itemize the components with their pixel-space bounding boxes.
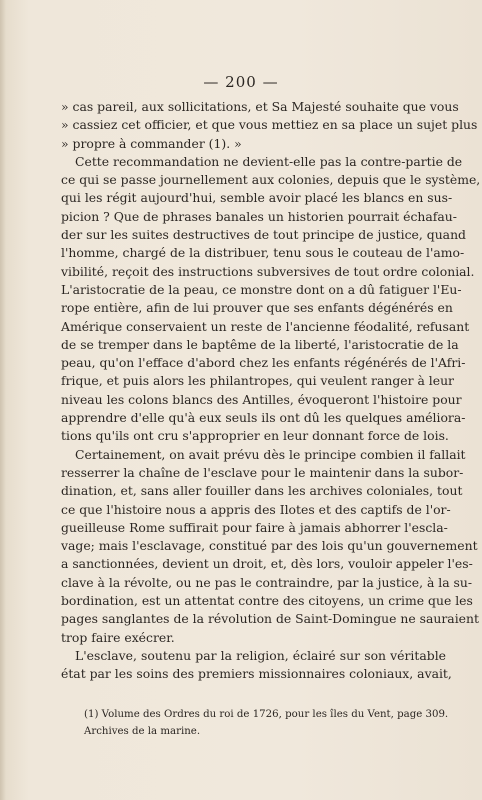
text-line: qui les régit aujourd'hui, semble avoir placé les blancs en sus- <box>61 190 453 206</box>
text-line: vage; mais l'esclavage, constitué par des lois qu'un gouvernement <box>61 538 478 554</box>
text-line: » propre à commander (1). » <box>61 135 242 151</box>
text-line: clave à la révolte, ou ne pas le contraindre, par la justice, à la su- <box>61 574 473 590</box>
text-line: Amérique conservaient un reste de l'ancienne féodalité, refusant <box>61 318 470 334</box>
text-line: Certainement, on avait prévu dès le principe combien il fallait <box>75 446 466 462</box>
page-gutter-shadow <box>0 0 6 800</box>
text-line: vibilité, reçoit des instructions subversives de tout ordre colonial. <box>61 263 475 279</box>
text-line: » cassiez cet officier, et que vous mettiez en sa place un sujet plus <box>61 117 478 133</box>
text-line: ce qui se passe journellement aux colonies, depuis que le système, <box>61 172 481 188</box>
text-line: resserrer la chaîne de l'esclave pour le maintenir dans la subor- <box>61 464 464 480</box>
text-line: de se tremper dans le baptême de la liberté, l'aristocratie de la <box>61 336 459 352</box>
footnote-line: Archives de la marine. <box>84 726 201 737</box>
text-line: Cette recommandation ne devient-elle pas la contre-partie de <box>75 153 463 169</box>
text-line: picion ? Que de phrases banales un historien pourrait échafau- <box>61 208 457 224</box>
text-line: » cas pareil, aux sollicitations, et Sa Majesté souhaite que vous <box>61 99 459 114</box>
text-line: état par les soins des premiers missionnaires coloniaux, avait, <box>61 666 452 682</box>
text-line: niveau les colons blancs des Antilles, évoqueront l'histoire pour <box>61 391 462 407</box>
text-line: l'homme, chargé de la distribuer, tenu sous le couteau de l'amo- <box>61 245 465 261</box>
text-line: rope entière, afin de lui prouver que ses enfants dégénérés en <box>61 300 453 316</box>
text-line: der sur les suites destructives de tout principe de justice, quand <box>61 227 466 243</box>
text-line: L'aristocratie de la peau, ce monstre dont on a dû fatiguer l'Eu- <box>61 281 462 297</box>
text-line: dination, et, sans aller fouiller dans les archives coloniales, tout <box>61 483 463 499</box>
text-line: gueilleuse Rome suffirait pour faire à jamais abhorrer l'escla- <box>61 519 448 535</box>
footnote-line: (1) Volume des Ordres du roi de 1726, pour les îles du Vent, page 309. <box>84 709 449 720</box>
text-line: pages sanglantes de la révolution de Saint-Domingue ne sauraient <box>61 611 479 627</box>
page-number: — 200 — <box>203 73 279 91</box>
text-line: tions qu'ils ont cru s'approprier en leur donnant force de lois. <box>61 428 449 444</box>
text-line: a sanctionnées, devient un droit, et, dès lors, vouloir appeler l'es- <box>61 556 473 572</box>
text-line: trop faire exécrer. <box>61 629 175 645</box>
footnote <box>84 706 449 740</box>
body-text <box>61 98 481 684</box>
text-line: L'esclave, soutenu par la religion, éclairé sur son véritable <box>75 647 446 663</box>
text-line: ce que l'histoire nous a appris des Ilotes et des captifs de l'or- <box>61 501 451 517</box>
text-line: frique, et puis alors les philantropes, qui veulent ranger à leur <box>61 373 454 389</box>
text-line: bordination, est un attentat contre des citoyens, un crime que les <box>61 593 473 609</box>
text-line: apprendre d'elle qu'à eux seuls ils ont dû les quelques améliora- <box>61 410 466 426</box>
text-line: peau, qu'on l'efface d'abord chez les enfants régénérés de l'Afri- <box>61 355 466 371</box>
